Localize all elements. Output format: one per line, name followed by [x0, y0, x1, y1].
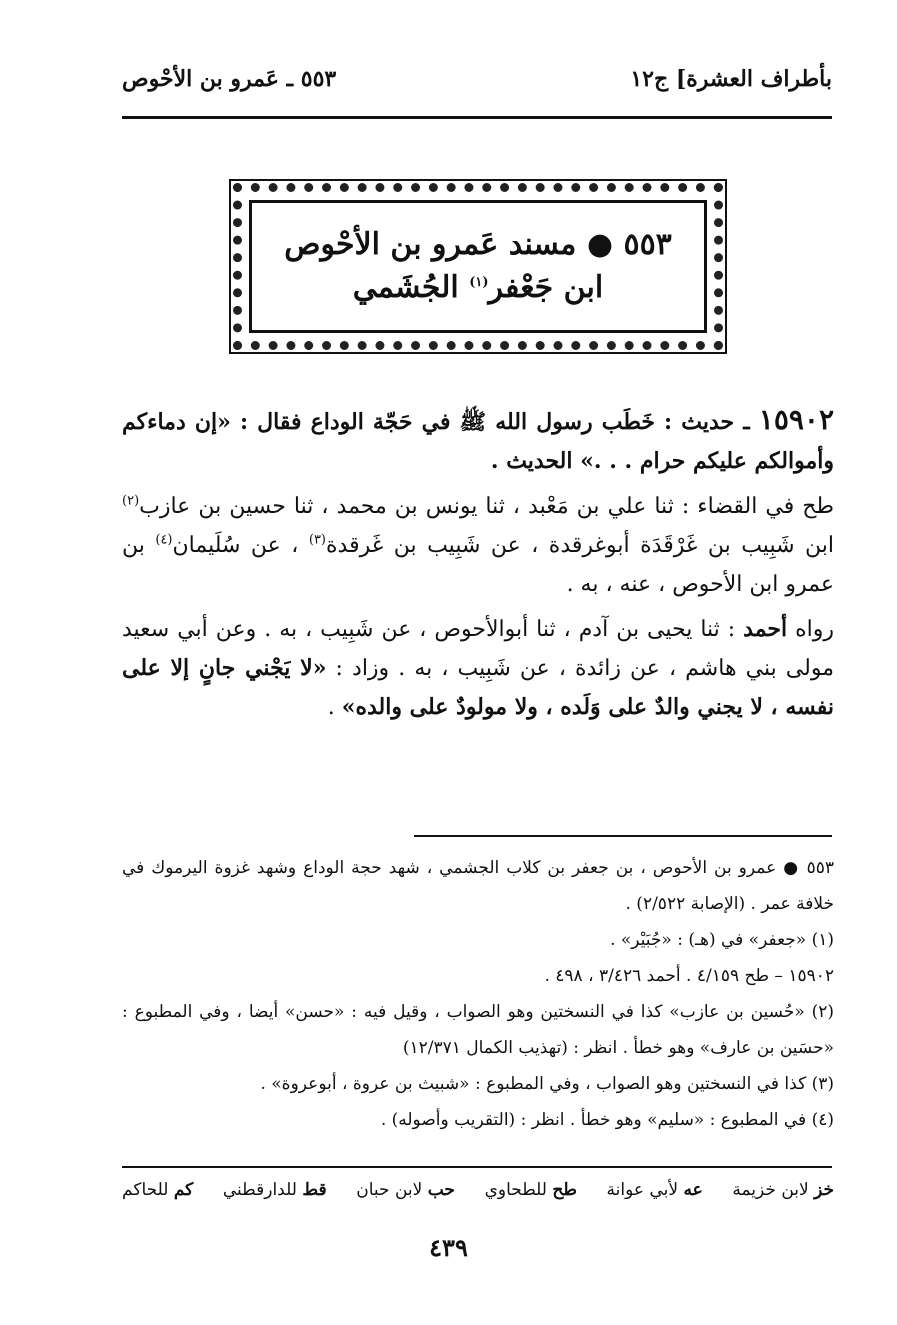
riwaya-text-3: . — [327, 695, 342, 720]
title-nisba: الجُشَمي — [352, 270, 470, 305]
title-line-1: ٥٥٣ ● مسند عَمرو بن الأحْوص — [284, 227, 672, 262]
footnote-ref: (٣) — [308, 532, 326, 548]
abbreviation-name: للطحاوي — [484, 1180, 547, 1200]
abbreviation-name: لابن خزيمة — [732, 1180, 809, 1200]
abbreviation-code: طح — [552, 1180, 577, 1200]
footnote-rule — [414, 835, 832, 837]
abbreviations-key — [122, 1180, 834, 1200]
abbreviation-code: خز — [814, 1180, 834, 1200]
abbreviation-name: للحاكم — [122, 1180, 169, 1200]
abbreviations-rule — [122, 1166, 832, 1168]
title-box — [249, 200, 707, 333]
footnote-ref: (١) — [469, 275, 489, 290]
isnad-text-1: طح في القضاء : ثنا علي بن مَعْبد ، ثنا يونس بن محمد ، ثنا حسين بن عازب — [139, 494, 834, 519]
isnad-text-2: ابن شَبِيب بن غَرْقَدَة أبوغرقدة ، عن شَبِيب بن غَرقدة — [326, 533, 834, 558]
abbreviation-name: لأبي عوانة — [606, 1180, 679, 1200]
hadith-paragraph — [122, 400, 834, 481]
abbreviation — [485, 1180, 577, 1200]
source-name: أحمد — [743, 616, 788, 642]
footnote: (١) «جعفر» في (هـ) : «جُبَيْر» . — [610, 930, 834, 950]
isnad-text-4: بن عمرو ابن الأحوص ، عنه ، به . — [122, 533, 834, 597]
hadith-number: ١٥٩٠٢ — [758, 403, 834, 436]
abbreviation-name: للدارقطني — [222, 1180, 297, 1200]
footnotes — [122, 850, 834, 1138]
running-header — [122, 58, 832, 98]
footnote-ref: (٤) — [155, 532, 173, 548]
abbreviation-code: عه — [683, 1180, 703, 1200]
abbreviation — [607, 1180, 703, 1200]
riwaya-text-2: : ثنا يحيى بن آدم ، ثنا أبوالأحوص ، عن شَبِيب ، به . وعن أبي سعيد مولى بني هاشم ، عن زائدة ، عن شَبِيب ، به . وزاد : — [122, 617, 834, 681]
header-book-title: بأطراف العشرة] ج١٢ — [630, 66, 832, 92]
abbreviation-name: لابن حبان — [356, 1180, 423, 1200]
title-name: ابن جَعْفر — [488, 270, 604, 305]
riwaya-text-1: رواه — [787, 617, 835, 642]
footnote: (٢) «حُسين بن عازب» كذا في النسختين وهو الصواب ، وقيل فيه : «حسن» أيضا ، وفي المطبوع : «حسَين بن عارف» وهو خطأ . انظر : (تهذيب الكمال ١٢/٣٧١) — [122, 1002, 834, 1058]
header-rule — [122, 116, 832, 119]
footnote: (٤) في المطبوع : «سليم» وهو خطأ . انظر : (التقريب وأصوله) . — [380, 1110, 834, 1130]
page-number: ٤٣٩ — [429, 1233, 468, 1262]
abbreviation-code: حب — [427, 1180, 455, 1200]
abbreviation — [223, 1180, 327, 1200]
footnote: (٣) كذا في النسختين وهو الصواب ، وفي المطبوع : «شبيث بن عروة ، أبوعروة» . — [260, 1074, 834, 1094]
footnote: ١٥٩٠٢ – طح ٤/١٥٩ . أحمد ٣/٤٢٦ ، ٤٩٨ . — [544, 966, 834, 986]
isnad-paragraph — [122, 487, 834, 604]
footnote: ٥٥٣ ● عمرو بن الأحوص ، بن جعفر بن كلاب الجشمي ، شهد حجة الوداع وشهد غزوة اليرموك في خلافة عمر . (الإصابة ٢/٥٢٢) . — [122, 858, 834, 914]
hadith-text: ـ حديث : خَطَب رسول الله ﷺ في حَجّة الوداع فقال : «إن دماءكم وأموالكم عليكم حرام . . .» الحديث . — [122, 409, 834, 474]
abbreviation — [732, 1180, 834, 1200]
abbreviation-code: قط — [302, 1180, 327, 1200]
riwaya-paragraph — [122, 610, 834, 727]
addition-quote: «لا يَجْني جانٍ إلا على نفسه ، لا يجني والدٌ على وَلَده ، ولا مولودٌ على والده» — [122, 655, 834, 720]
abbreviation-code: كم — [173, 1180, 194, 1200]
abbreviation — [356, 1180, 455, 1200]
header-section-title: ٥٥٣ ـ عَمرو بن الأحْوص — [122, 66, 337, 92]
abbreviation — [122, 1180, 193, 1200]
main-text — [122, 400, 834, 733]
isnad-text-3: ، عن سُلَيمان — [172, 533, 309, 558]
title-line-2 — [252, 270, 704, 305]
footnote-ref: (٢) — [122, 493, 140, 509]
